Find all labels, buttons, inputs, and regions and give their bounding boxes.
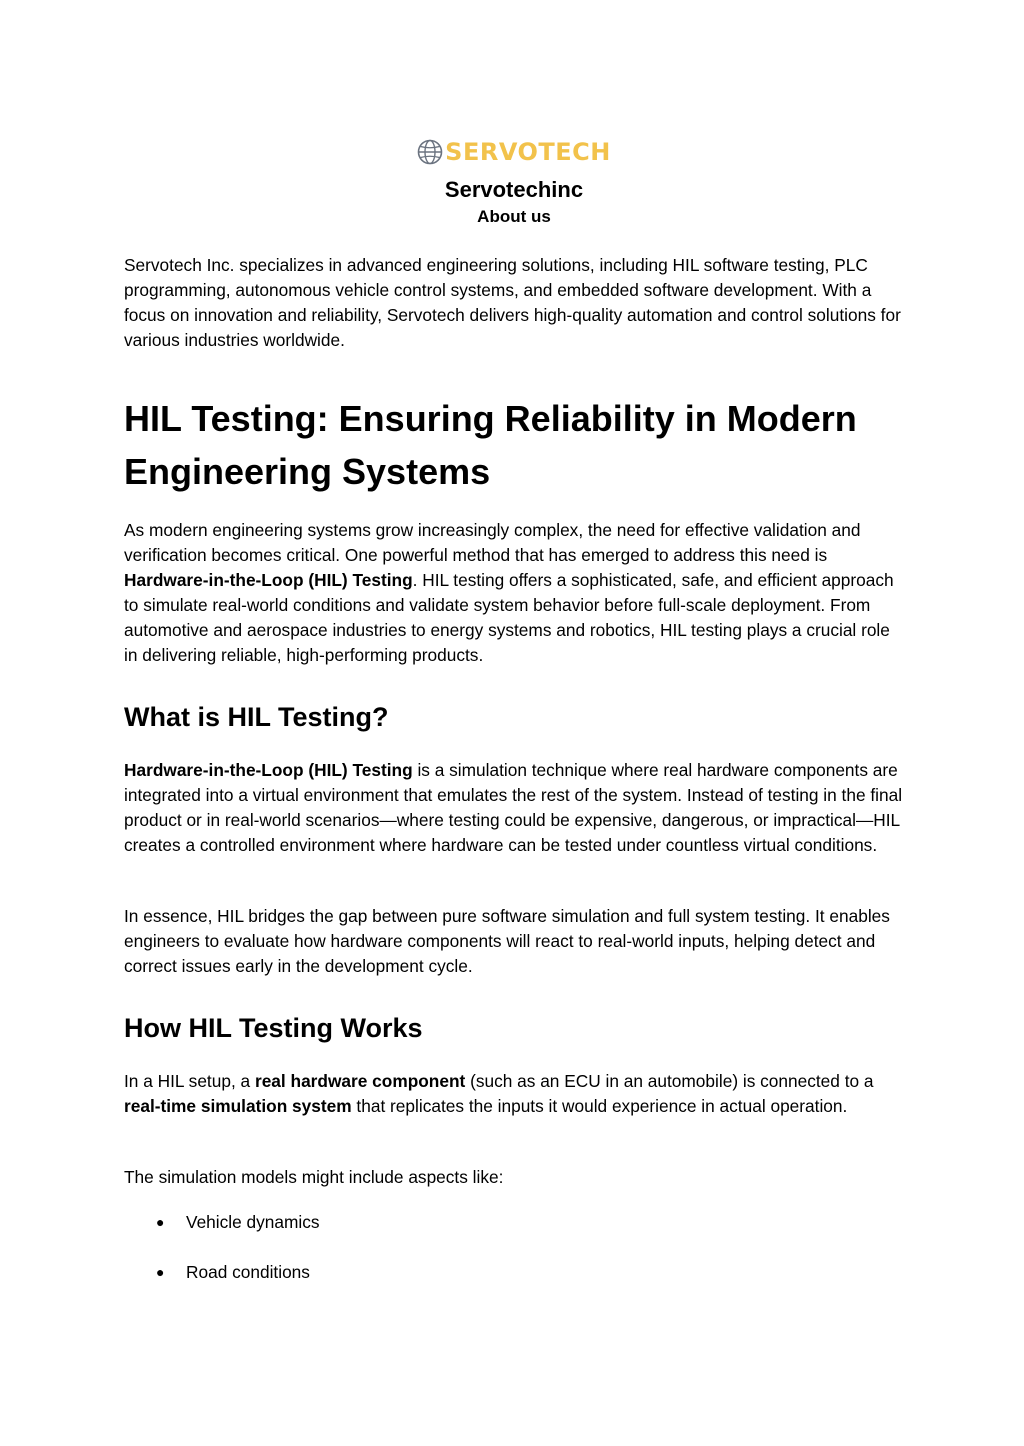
company-logo	[417, 136, 611, 168]
paragraph-text: In a HIL setup, a	[124, 1071, 255, 1091]
bullet-icon: ●	[156, 1264, 165, 1280]
list-item	[156, 1260, 310, 1285]
paragraph-text: (such as an ECU in an automobile) is connected to a	[465, 1071, 874, 1091]
document-header	[124, 136, 904, 228]
list-item	[156, 1210, 320, 1235]
paragraph-text: As modern engineering systems grow increasingly complex, the need for effective validation and verification becomes critical. One powerful method that has emerged to address this need is	[124, 520, 861, 565]
logo-wordmark: SERVOTECH	[445, 138, 611, 166]
globe-icon	[417, 139, 443, 165]
paragraph-text: that replicates the inputs it would experience in actual operation.	[351, 1096, 848, 1116]
section-heading-what: What is HIL Testing?	[124, 702, 389, 732]
bold-term: Hardware-in-the-Loop (HIL) Testing	[124, 570, 413, 590]
company-name: Servotechinc	[444, 177, 584, 202]
list-item-text: Road conditions	[186, 1262, 310, 1282]
paragraph-definition	[124, 758, 904, 858]
bold-term: real-time simulation system	[124, 1096, 352, 1116]
bold-term: Hardware-in-the-Loop (HIL) Testing	[124, 760, 413, 780]
intro-paragraph: Servotech Inc. specializes in advanced engineering solutions, including HIL software testing, PLC programming, autonomous vehicle control systems, and embedded software development. With a focus on innovation and reliability, Servotech delivers high-quality automation and control solutions for various industries worldwide.	[124, 255, 901, 350]
about-us-heading: About us	[477, 207, 551, 226]
paragraph-text: . HIL testing offers a sophisticated, safe, and efficient approach to simulate real-world conditions and validate system behavior before full-scale deployment. From automotive and aerospace industries to energy systems and robotics, HIL testing plays a crucial role in delivering reliable, high-performing products.	[124, 570, 894, 665]
paragraph-overview	[124, 518, 904, 668]
bold-term: real hardware component	[254, 1071, 466, 1091]
paragraph-models: The simulation models might include aspects like:	[124, 1167, 504, 1187]
paragraph-text: is a simulation technique where real hardware components are integrated into a virtual environment that emulates the rest of the system. Instead of testing in the final product or in real-world scenarios—where testing could be expensive, dangerous, or impractical—HIL creates a controlled environment where hardware can be tested under countless virtual conditions.	[124, 760, 903, 855]
page-title: HIL Testing: Ensuring Reliability in Modern Engineering Systems	[124, 398, 857, 492]
list-item-text: Vehicle dynamics	[186, 1212, 320, 1232]
paragraph-setup	[124, 1069, 904, 1119]
bullet-icon: ●	[156, 1214, 165, 1230]
paragraph-essence: In essence, HIL bridges the gap between pure software simulation and full system testing. It enables engineers to evaluate how hardware components will react to real-world inputs, helping detect and correct issues early in the development cycle.	[124, 906, 890, 976]
section-heading-how: How HIL Testing Works	[124, 1013, 423, 1043]
